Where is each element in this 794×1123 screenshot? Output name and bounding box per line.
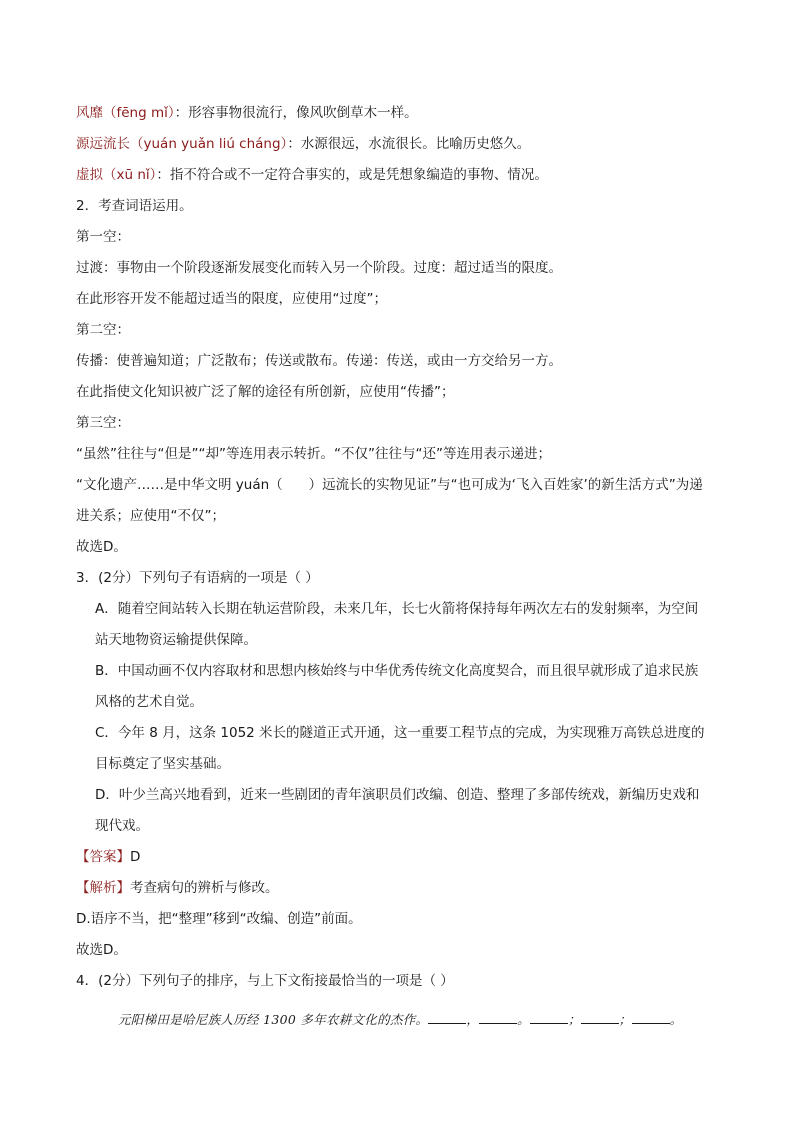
q3-option-c-line2: 目标奠定了坚实基础。 [95,756,230,772]
q2-blank3-line1: “虽然”往往与“但是”“却”等连用表示转折。“不仅”往往与“还”等连用表示递进； [76,446,551,462]
analysis-text: 考查病句的辨析与修改。 [130,880,279,896]
q2-blank2-use: 在此指使文化知识被广泛了解的途径有所创新，应使用“传播”； [76,384,455,400]
q2-blank1-label: 第一空： [76,229,130,245]
fill-blank [581,1011,619,1024]
definition-text: ：水源很远，水流很长。比喻历史悠久。 [287,136,531,152]
q3-option-a-line1: A．随着空间站转入长期在轨运营阶段，未来几年，长七火箭将保持每年两次左右的发射频率，为空间 [95,601,699,617]
q3-analysis [76,879,279,897]
separator: ； [567,1012,581,1027]
definition-line [76,104,418,122]
q3-result: 故选D。 [76,942,127,958]
q2-blank1-use: 在此形容开发不能超过适当的限度，应使用“过度”； [76,291,387,307]
fill-blank [479,1011,517,1024]
q2-blank3-line2-start: “文化遗产……是中华文明 yuán（ [76,477,283,493]
q3-stem: 3．(2分）下列句子有语病的一项是（ ） [76,570,319,586]
q2-blank3-line2 [76,476,703,494]
separator: ， [466,1012,480,1027]
fill-blank [428,1011,466,1024]
q3-answer [76,848,140,866]
definition-line [76,135,530,153]
q2-blank3-line2-end: ）远流长的实物见证”与“也可成为‘飞入百姓家’的新生活方式”为递 [308,477,703,493]
q4-passage [118,1010,682,1028]
pinyin: （yuán yuǎn liú cháng） [130,136,288,152]
q2-blank2-label: 第二空： [76,322,130,338]
answer-value: D [130,849,141,865]
term: 虚拟 [76,167,103,183]
definition-text: ：形容事物很流行，像风吹倒草木一样。 [174,105,418,121]
q2-result: 故选D。 [76,539,127,555]
definition-text: ：指不符合或不一定符合事实的，或是凭想象编造的事物、情况。 [156,167,548,183]
q2-blank3-line3: 进关系；应使用“不仅”； [76,508,225,524]
term: 风靡 [76,105,103,121]
q2-blank2-def: 传播：使普遍知道；广泛散布；传送或散布。传递：传送，或由一方交给另一方。 [76,353,562,369]
term: 源远流长 [76,136,130,152]
q2-blank3-label: 第三空： [76,415,130,431]
separator: 。 [669,1012,683,1027]
q4-stem: 4．(2分）下列句子的排序，与上下文衔接最恰当的一项是（ ） [76,973,454,989]
q3-option-d-line2: 现代戏。 [95,818,149,834]
q3-option-d-line1: D．叶少兰高兴地看到，近来一些剧团的青年演职员们改编、创造、整理了多部传统戏，新编历史戏和 [95,787,700,803]
fill-blank [530,1011,568,1024]
fill-blank [632,1011,670,1024]
q3-option-c-line1: C．今年 8 月，这条 1052 米长的隧道正式开通，这一重要工程节点的完成，为实现雅万高铁总进度的 [95,725,705,741]
pinyin: （fēng mǐ） [103,105,175,121]
q3-option-a-line2: 站天地物资运输提供保障。 [95,632,257,648]
q2-title: 2．考查词语运用。 [76,198,193,214]
answer-tag: 【答案】 [76,849,130,865]
q3-option-b-line2: 风格的艺术自觉。 [95,694,203,710]
separator: ； [618,1012,632,1027]
analysis-tag: 【解析】 [76,880,130,896]
definition-line [76,166,548,184]
q3-analysis-detail: D.语序不当，把“整理”移到“改编、创造”前面。 [76,911,362,927]
separator: 。 [517,1012,530,1027]
q2-blank1-def: 过渡：事物由一个阶段逐渐发展变化而转入另一个阶段。过度：超过适当的限度。 [76,260,562,276]
pinyin: （xū nǐ） [103,167,157,183]
q4-passage-start: 元阳梯田是哈尼族人历经 1300 多年农耕文化的杰作。 [118,1012,429,1027]
q3-option-b-line1: B．中国动画不仅内容取材和思想内核始终与中华优秀传统文化高度契合，而且很早就形成了追求民族 [95,663,699,679]
